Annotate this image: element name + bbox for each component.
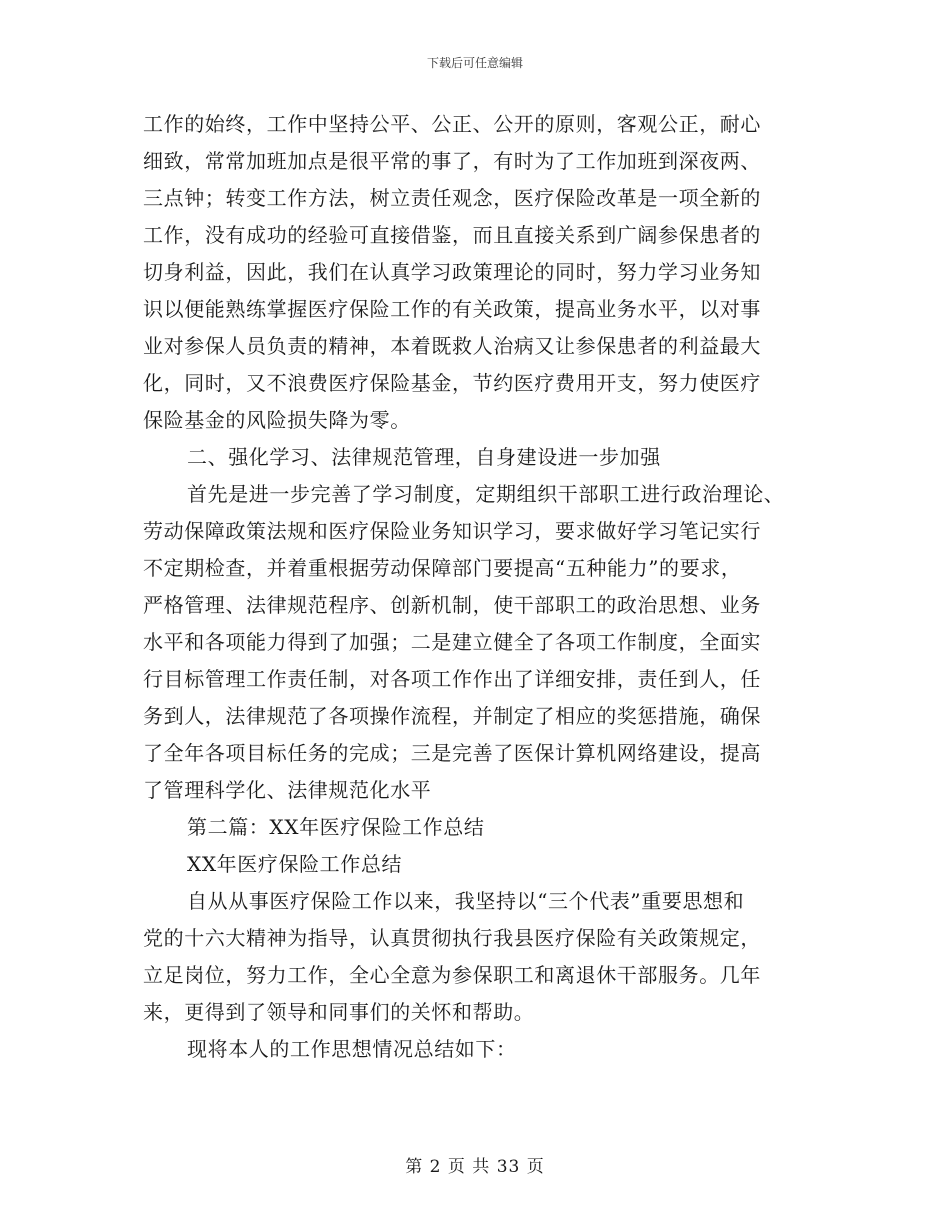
text-line: 细致，常常加班加点是很平常的事了，有时为了工作加班到深夜两、 <box>143 149 761 173</box>
text-line: 严格管理、法律规范程序、创新机制，使干部职工的政治思想、业务 <box>143 593 761 617</box>
text-line: XX年医疗保险工作总结 <box>187 852 403 876</box>
text-line: 二、强化学习、法律规范管理，自身建设进一步加强 <box>187 445 661 469</box>
text-line: 现将本人的工作思想情况总结如下： <box>187 1037 517 1061</box>
text-line: 务到人，法律规范了各项操作流程，并制定了相应的奖惩措施，确保 <box>143 704 761 728</box>
document-body <box>143 106 807 1068</box>
page-footer: 第 2 页 共 33 页 <box>405 1157 545 1177</box>
text-line: 工作，没有成功的经验可直接借鉴，而且直接关系到广阔参保患者的 <box>143 223 761 247</box>
text-line: 保险基金的风险损失降为零。 <box>143 408 411 432</box>
text-line: 化，同时，又不浪费医疗保险基金，节约医疗费用开支，努力使医疗 <box>143 371 761 395</box>
text-line: 党的十六大精神为指导，认真贯彻执行我县医疗保险有关政策规定， <box>143 926 761 950</box>
page-header: 下载后可任意编辑 <box>426 56 523 70</box>
text-line: 识以便能熟练掌握医疗保险工作的有关政策，提高业务水平，以对事 <box>143 297 761 321</box>
text-line: 了全年各项目标任务的完成；三是完善了医保计算机网络建设，提高 <box>143 741 761 765</box>
text-line: 切身利益，因此，我们在认真学习政策理论的同时，努力学习业务知 <box>143 260 761 284</box>
text-line: 工作的始终，工作中坚持公平、公正、公开的原则，客观公正，耐心 <box>143 112 761 136</box>
text-line: 来，更得到了领导和同事们的关怀和帮助。 <box>143 1000 535 1024</box>
text-line: 不定期检查，并着重根据劳动保障部门要提高“五种能力”的要求， <box>143 556 742 580</box>
text-line: 第二篇：XX年医疗保险工作总结 <box>187 815 485 839</box>
text-line: 了管理科学化、法律规范化水平 <box>143 778 432 802</box>
text-line: 行目标管理工作责任制，对各项工作作出了详细安排，责任到人，任 <box>143 667 761 691</box>
text-line: 水平和各项能力得到了加强；二是建立健全了各项工作制度，全面实 <box>143 630 761 654</box>
text-line: 立足岗位，努力工作，全心全意为参保职工和离退休干部服务。几年 <box>143 963 761 987</box>
text-line: 首先是进一步完善了学习制度，定期组织干部职工进行政治理论、 <box>187 482 785 506</box>
text-line: 自从从事医疗保险工作以来，我坚持以“三个代表”重要思想和 <box>187 889 745 913</box>
text-line: 劳动保障政策法规和医疗保险业务知识学习，要求做好学习笔记实行 <box>143 519 761 543</box>
text-line: 业对参保人员负责的精神，本着既救人治病又让参保患者的利益最大 <box>143 334 761 358</box>
text-line: 三点钟；转变工作方法，树立责任观念，医疗保险改革是一项全新的 <box>143 186 761 210</box>
